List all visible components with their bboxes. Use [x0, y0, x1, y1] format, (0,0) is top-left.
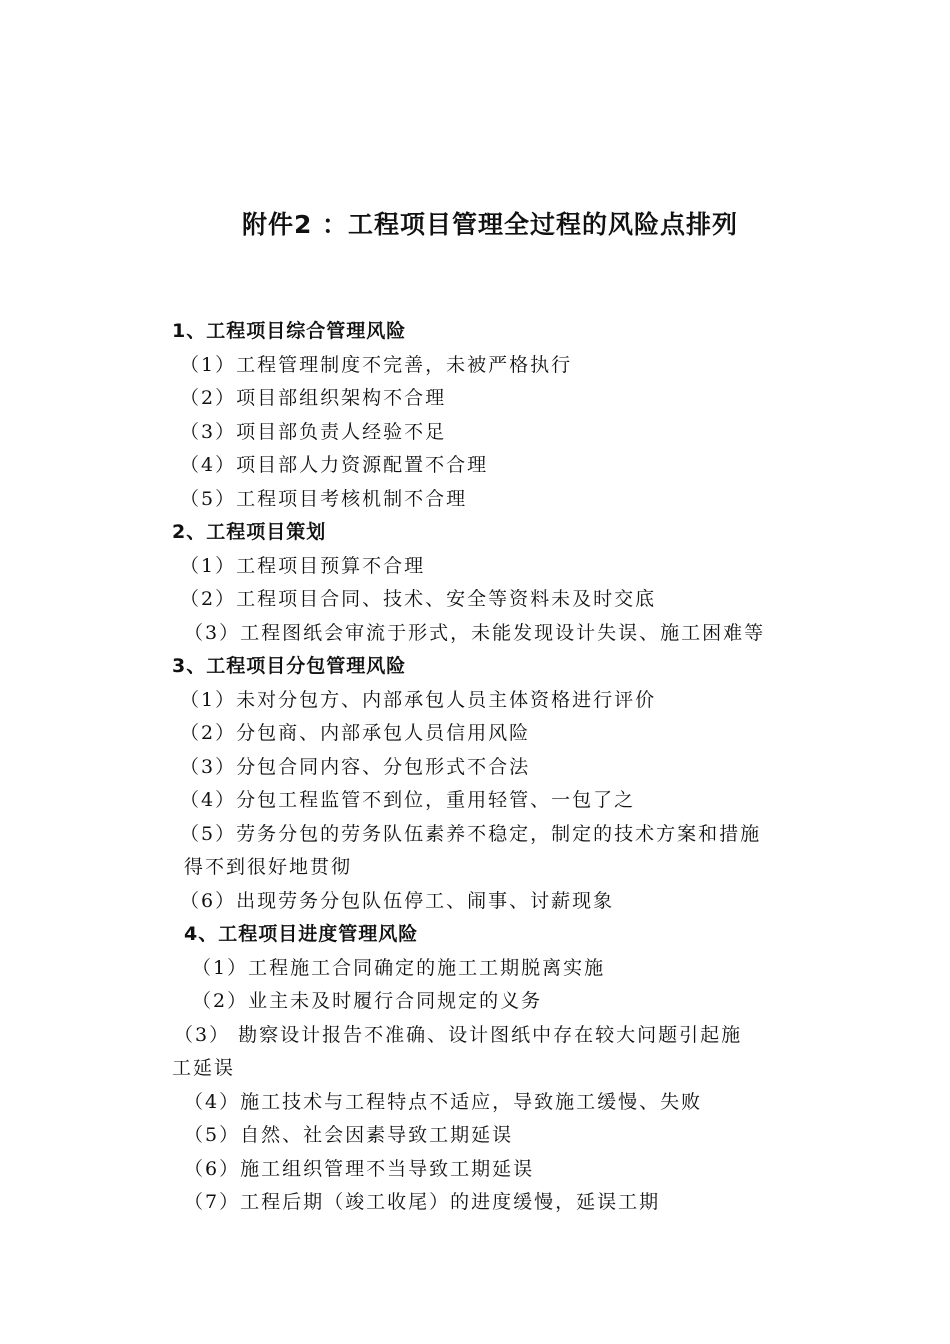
- list-item: （3）分包合同内容、分包形式不合法: [180, 755, 531, 778]
- list-item: （4）分包工程监管不到位，重用轻管、一包了之: [180, 789, 636, 811]
- risk-list: [0, 315, 950, 1220]
- list-item: （1）未对分包方、内部承包人员主体资格进行评价: [180, 688, 657, 711]
- list-item: （5）劳务分包的劳务队伍素养不稳定，制定的技术方案和措施: [180, 822, 762, 845]
- list-item: （1）工程施工合同确定的施工工期脱离实施: [192, 956, 606, 979]
- section-heading-2: 2、工程项目策划: [172, 521, 327, 543]
- list-item: （4）项目部人力资源配置不合理: [180, 454, 489, 476]
- list-item: （6）出现劳务分包队伍停工、闹事、讨薪现象: [180, 889, 615, 912]
- section-heading-3: 3、工程项目分包管理风险: [172, 655, 407, 677]
- section-heading-4: 4、工程项目进度管理风险: [184, 923, 419, 945]
- list-item: （1）工程管理制度不完善，未被严格执行: [180, 353, 573, 376]
- list-item: （6）施工组织管理不当导致工期延误: [184, 1157, 535, 1180]
- list-item-continuation: 得不到很好地贯彻: [184, 856, 353, 878]
- list-item: （2）项目部组织架构不合理: [180, 387, 447, 409]
- list-item: （4）施工技术与工程特点不适应，导致施工缓慢、失败: [184, 1090, 703, 1113]
- list-item: （2）分包商、内部承包人员信用风险: [180, 722, 531, 744]
- list-item: （1）工程项目预算不合理: [180, 554, 426, 577]
- page-title: 附件2 ：工程项目管理全过程的风险点排列: [241, 210, 739, 239]
- section-heading-1: 1、工程项目综合管理风险: [172, 320, 407, 342]
- list-item: （3） 勘察设计报告不准确、设计图纸中存在较大问题引起施: [174, 1023, 743, 1046]
- list-item: （2）工程项目合同、技术、安全等资料未及时交底: [180, 588, 657, 610]
- list-item: （2）业主未及时履行合同规定的义务: [192, 990, 543, 1012]
- list-item: （5）自然、社会因素导致工期延误: [184, 1124, 514, 1146]
- list-item: （5）工程项目考核机制不合理: [180, 487, 468, 510]
- list-item: （3）工程图纸会审流于形式，未能发现设计失误、施工困难等: [184, 621, 766, 644]
- list-item: （3）项目部负责人经验不足: [180, 420, 447, 443]
- list-item-continuation: 工延误: [172, 1057, 236, 1079]
- list-item: （7）工程后期（竣工收尾）的进度缓慢，延误工期: [184, 1191, 661, 1213]
